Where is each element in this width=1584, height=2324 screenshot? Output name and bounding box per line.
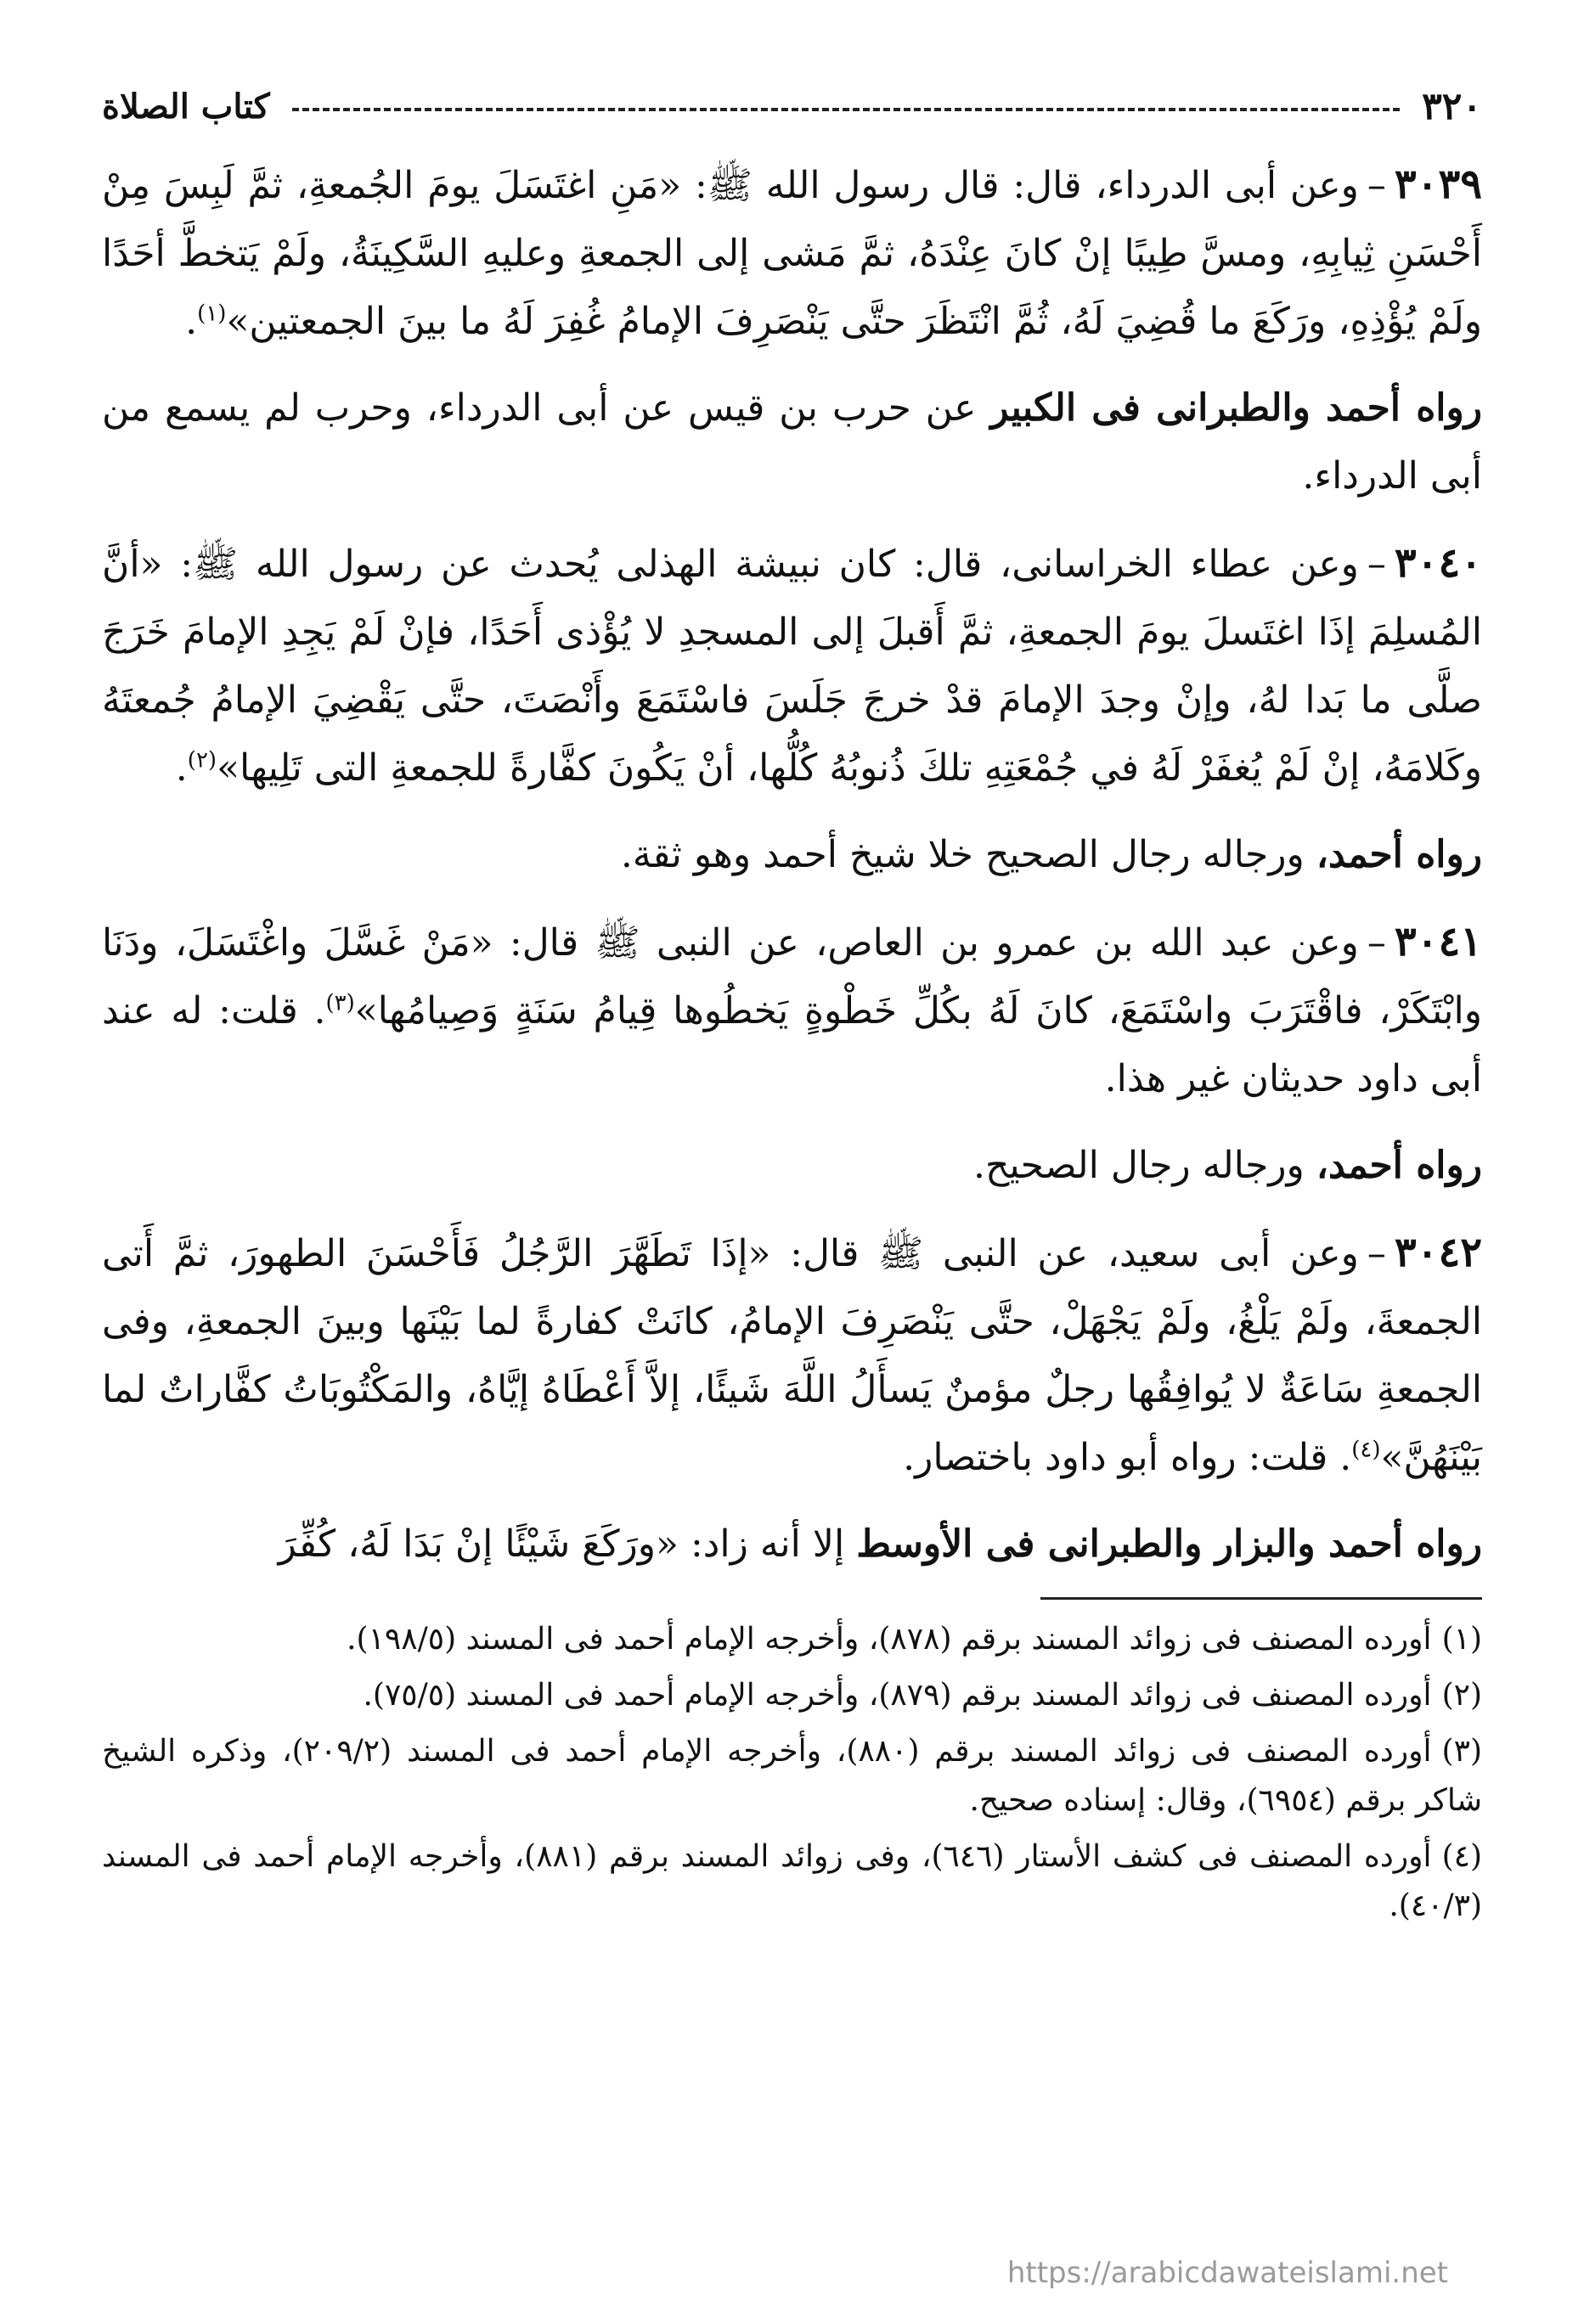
hadith-comment: . قلت: له عند أبى داود حديثان غير هذا.: [102, 989, 1482, 1100]
footnote-ref[interactable]: (٤): [1351, 1437, 1381, 1463]
hadith-number: ٣٠٤١: [1394, 918, 1482, 965]
narration-note: [102, 1511, 1482, 1578]
footnote-ref[interactable]: (٣): [325, 990, 355, 1016]
narration-sources: رواه أحمد والطبرانى فى الكبير: [990, 386, 1482, 430]
narration-note: [102, 374, 1482, 510]
footnote-text: أورده المصنف فى زوائد المسند برقم (٨٧٨)، وأخرجه الإمام أحمد فى المسند (١٩٨/٥).: [347, 1622, 1432, 1657]
header-dash-rule: [292, 108, 1400, 111]
main-text: [102, 150, 1482, 1578]
footnote-number: (١): [1441, 1622, 1482, 1657]
hadith-dash: –: [1367, 164, 1386, 207]
website-watermark: https://arabicdawateislami.net: [1006, 2256, 1448, 2290]
footnote-text: أورده المصنف فى كشف الأستار (٦٤٦)، وفى زوائد المسند برقم (٨٨١)، وأخرجه الإمام أحمد فى المسند (٤٠/٣).: [102, 1839, 1482, 1923]
footnote-3: [102, 1727, 1482, 1826]
running-header: [102, 81, 1482, 132]
footnote-ref[interactable]: (١): [197, 301, 227, 327]
hadith-dash: –: [1367, 543, 1386, 586]
hadith-dash: –: [1367, 1232, 1386, 1275]
narration-comment: ورجاله رجال الصحيح خلا شيخ أحمد وهو ثقة.: [620, 833, 1316, 876]
footnote-2: [102, 1671, 1482, 1720]
footnotes-section: [102, 1615, 1482, 1931]
narration-sources: رواه أحمد والبزار والطبرانى فى الأوسط: [856, 1522, 1482, 1566]
hadith-number: ٣٠٤٢: [1394, 1229, 1482, 1276]
narration-note: [102, 1132, 1482, 1200]
book-page: [102, 81, 1482, 2273]
narration-comment: ورجاله رجال الصحيح.: [973, 1144, 1316, 1187]
footnote-number: (٢): [1441, 1678, 1482, 1713]
hadith-3040: ٣٠٤٠–وعن عطاء الخراسانى، قال: كان نبيشة الهذلى يُحدث عن رسول الله ﷺ: «أنَّ المُسلِمَ إذَا اغتَسلَ يومَ الجمعةِ، ثمَّ أَقبلَ إلى المسجدِ لا يُؤْذى أَحَدًا، فإنْ لَمْ يَجِدِ الإمامَ خَرَجَ صلَّى ما بَدا لهُ، وإنْ وجدَ الإمامَ قدْ خرجَ جَلَسَ فاسْتَمَعَ وأَنْصَتَ، حتَّى يَقْضِيَ الإمامُ جُمعتَهُ وكَلامَهُ، إنْ لَمْ يُغفَرْ لَهُ في جُمْعَتِهِ تلكَ ذُنوبُهُ كُلُّها، أنْ يَكُونَ كفَّارةً للجمعةِ التى تَلِيها»$^{(٢)}$.: [102, 539, 1482, 790]
narration-comment: إلا أنه زاد: «ورَكَعَ شَيْئًا إنْ بَدَا لَهُ، كُفِّرَ: [278, 1522, 857, 1566]
hadith-text: وعن عطاء الخراسانى، قال: كان نبيشة الهذلى يُحدث عن رسول الله ﷺ: «أنَّ المُسلِمَ إذَا اغتَسلَ يومَ الجمعةِ، ثمَّ أَقبلَ إلى المسجدِ لا يُؤْذى أَحَدًا، فإنْ لَمْ يَجِدِ الإمامَ خَرَجَ صلَّى ما بَدا لهُ، وإنْ وجدَ الإمامَ قدْ خرجَ جَلَسَ فاسْتَمَعَ وأَنْصَتَ، حتَّى يَقْضِيَ الإمامُ جُمعتَهُ وكَلامَهُ، إنْ لَمْ يُغفَرْ لَهُ في جُمْعَتِهِ تلكَ ذُنوبُهُ كُلُّها، أنْ يَكُونَ كفَّارةً للجمعةِ التى تَلِيها»: [102, 543, 1482, 790]
hadith-text: وعن أبى سعيد، عن النبى ﷺ قال: «إذَا تَطَهَّرَ الرَّجُلُ فَأَحْسَنَ الطهورَ، ثمَّ أَتى الجمعةَ، ولَمْ يَلْغُ، ولَمْ يَجْهَلْ، حتَّى يَنْصَرِفَ الإمامُ، كانَتْ كفارةً لما بَيْنَها وبينَ الجمعةِ، وفى الجمعةِ سَاعَةٌ لا يُوافِقُها رجلٌ مؤمنٌ يَسأَلُ اللَّهَ شَيئًا، إلاَّ أَعْطَاهُ إيَّاهُ، والمَكْتُوبَاتُ كفَّاراتٌ لما بَيْنَهُنَّ»: [102, 1232, 1482, 1479]
narration-sources: رواه أحمد،: [1316, 1144, 1482, 1187]
hadith-dash: –: [1367, 921, 1386, 965]
hadith-comment: . قلت: رواه أبو داود باختصار.: [903, 1436, 1352, 1479]
narration-sources: رواه أحمد،: [1316, 833, 1482, 876]
footnote-number: (٤): [1441, 1839, 1482, 1874]
footnote-1: [102, 1615, 1482, 1664]
footnote-number: (٣): [1441, 1734, 1482, 1769]
footnote-text: أورده المصنف فى زوائد المسند برقم (٨٨٠)، وأخرجه الإمام أحمد فى المسند (٢٠٩/٢)، وذكره الشيخ شاكر برقم (٦٩٥٤)، وقال: إسناده صحيح.: [102, 1734, 1482, 1818]
hadith-number: ٣٠٤٠: [1394, 539, 1482, 587]
hadith-text: وعن أبى الدرداء، قال: قال رسول الله ﷺ: «مَنِ اغتَسَلَ يومَ الجُمعةِ، ثمَّ لَبِسَ مِنْ أَحْسَنِ ثِيابِهِ، ومسَّ طِيبًا إنْ كانَ عِنْدَهُ، ثمَّ مَشى إلى الجمعةِ وعليهِ السَّكِينَةُ، ولَمْ يَتخطَّ أحَدًا ولَمْ يُؤْذِهِ، ورَكَعَ ما قُضِيَ لَهُ، ثُمَّ انْتَظَرَ حتَّى يَنْصَرِفَ الإمامُ غُفِرَ لَهُ ما بينَ الجمعتين»: [102, 164, 1482, 343]
narration-comment: عن حرب بن قيس عن أبى الدرداء، وحرب لم يسمع من أبى الدرداء.: [102, 386, 1482, 498]
footnote-text: أورده المصنف فى زوائد المسند برقم (٨٧٩)، وأخرجه الإمام أحمد فى المسند (٧٥/٥).: [363, 1678, 1432, 1713]
book-title: كتاب الصلاة: [102, 86, 270, 127]
hadith-text: وعن عبد الله بن عمرو بن العاص، عن النبى ﷺ قال: «مَنْ غَسَّلَ واغْتَسَلَ، ودَنَا وابْتَكَرْ، فاقْتَرَبَ واسْتَمَعَ، كانَ لَهُ بكُلِّ خَطْوةٍ يَخطُوها قِيامُ سَنَةٍ وَصِيامُها»: [102, 921, 1482, 1033]
footnote-ref[interactable]: (٢): [187, 747, 217, 774]
narration-note: [102, 821, 1482, 889]
hadith-3041: [102, 908, 1482, 1113]
hadith-3042: [102, 1218, 1482, 1492]
hadith-3039: ٣٠٣٩–وعن أبى الدرداء، قال: قال رسول الله ﷺ: «مَنِ اغتَسَلَ يومَ الجُمعةِ، ثمَّ لَبِسَ مِنْ أَحْسَنِ ثِيابِهِ، ومسَّ طِيبًا إنْ كانَ عِنْدَهُ، ثمَّ مَشى إلى الجمعةِ وعليهِ السَّكِينَةُ، ولَمْ يَتخطَّ أحَدًا ولَمْ يُؤْذِهِ، ورَكَعَ ما قُضِيَ لَهُ، ثُمَّ انْتَظَرَ حتَّى يَنْصَرِفَ الإمامُ غُفِرَ لَهُ ما بينَ الجمعتين»$^{(١)}$.: [102, 160, 1482, 343]
page-number: ٣٢٠: [1422, 84, 1482, 128]
hadith-number: ٣٠٣٩: [1394, 160, 1482, 208]
footnote-4: [102, 1832, 1482, 1931]
footnote-divider: [1040, 1597, 1482, 1600]
